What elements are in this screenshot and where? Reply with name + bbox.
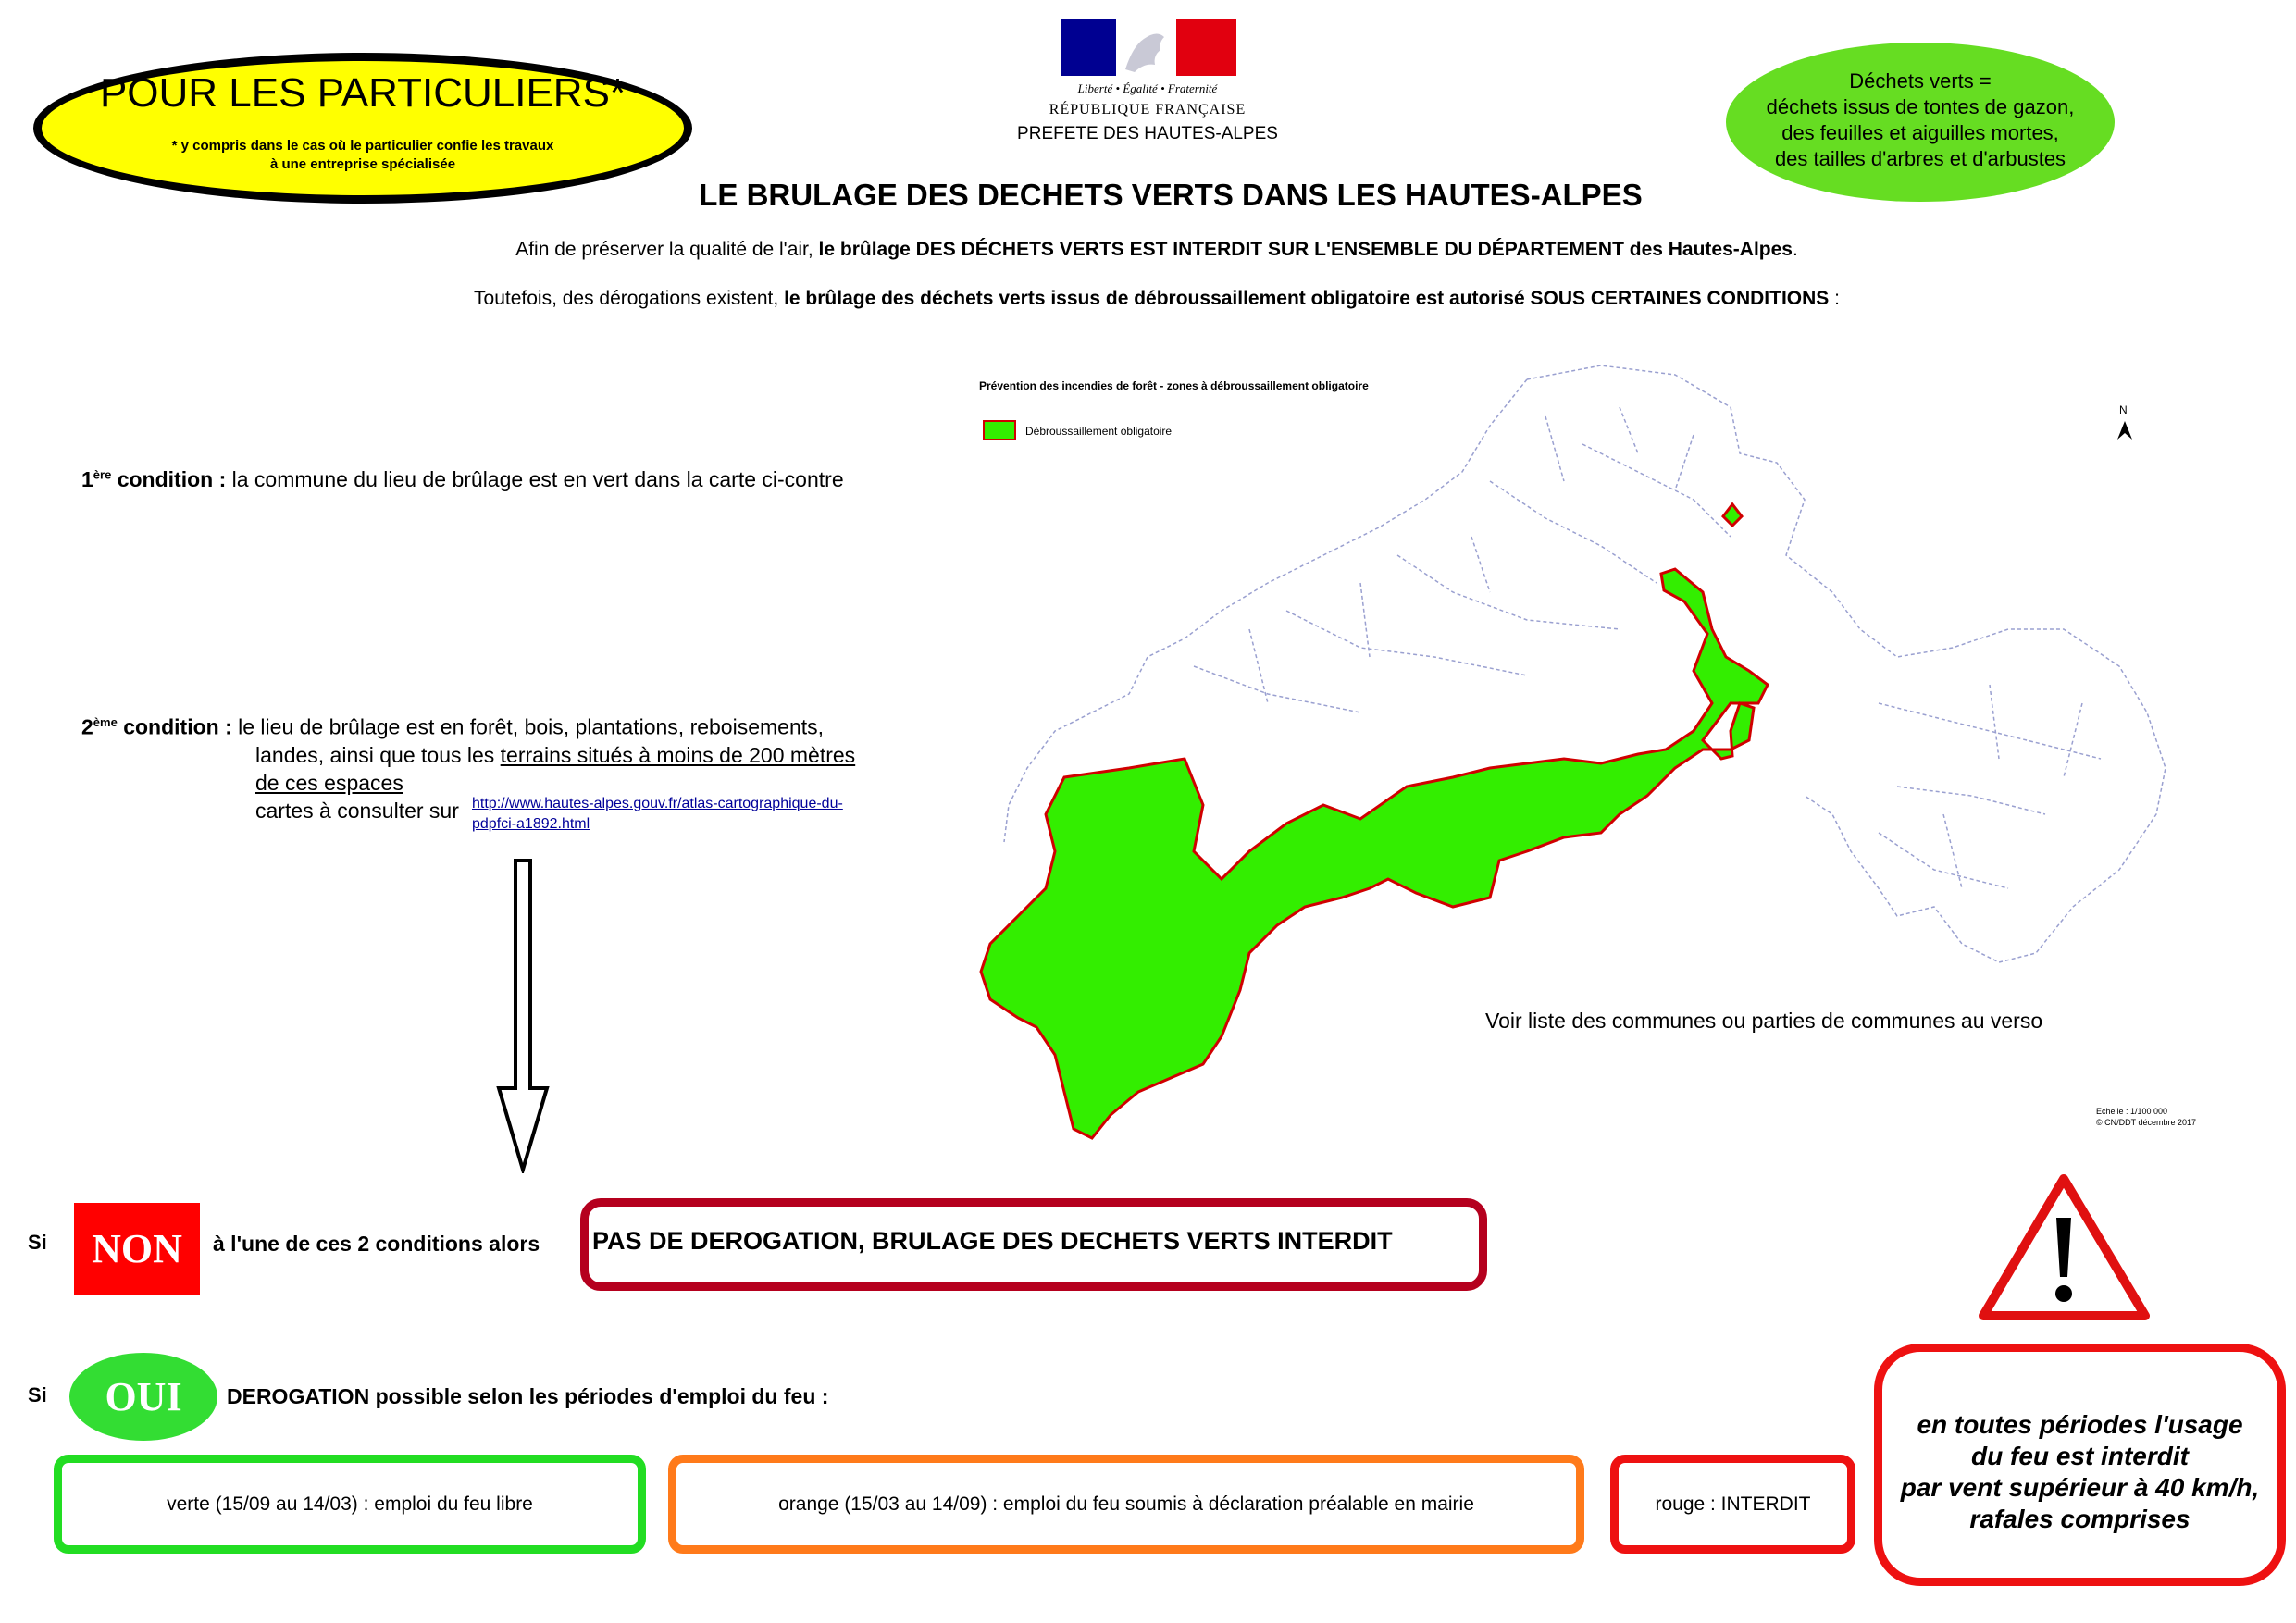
condition-2-line: de ces espaces [255,770,403,795]
definition-line: Déchets verts = [1849,69,1992,93]
period-red: rouge : INTERDIT [1610,1455,1855,1554]
forest-zone-area [981,569,1768,1138]
wind-warning-line: en toutes périodes l'usage [1917,1410,2243,1439]
intro-paragraph-1 [0,239,2296,261]
intro-text: Afin de préserver la qualité de l'air, [515,239,819,260]
map-title: Prévention des incendies de forêt - zones à débroussaillement obligatoire [979,379,1369,392]
map-north-arrow-icon [2117,421,2132,440]
page-title: LE BRULAGE DES DECHETS VERTS DANS LES HAUTES-ALPES [699,178,1643,212]
map-legend-label: Débroussaillement obligatoire [1025,425,1173,438]
wind-warning-text [1882,1409,2277,1535]
condition-2-line [81,709,855,741]
condition-2-sup: ème [93,715,118,729]
non-condition-text: à l'une de ces 2 conditions alors [213,1232,540,1256]
atlas-link-line[interactable]: http://www.hautes-alpes.gouv.fr/atlas-cartographique-du- [472,796,843,812]
condition-2-text: landes, ainsi que tous les [255,742,501,767]
atlas-link-line[interactable]: pdpfci-a1892.html [472,816,590,832]
definition-line: déchets issus de tontes de gazon, [1766,95,2075,118]
intro-text: . [1792,239,1798,260]
intro-bold-text: le brûlage des déchets verts issus de débroussaillement obligatoire est autorisé SOUS CERTAINES CONDITIONS [784,288,1830,309]
particuliers-note-line: * y compris dans le cas où le particulier confie les travaux [171,138,554,154]
particuliers-note-line: à une entreprise spécialisée [269,156,456,172]
down-arrow-icon [495,859,551,1173]
oui-badge: OUI [69,1353,217,1441]
atlas-link[interactable] [472,794,843,835]
condition-2-line [81,741,855,769]
period-green: verte (15/09 au 14/03) : emploi du feu libre [54,1455,646,1554]
intro-paragraph-2 [0,288,2296,310]
particuliers-title: POUR LES PARTICULIERS* [99,70,627,116]
forest-zone-small [1723,504,1742,526]
oui-condition-text: DEROGATION possible selon les périodes d'emploi du feu : [227,1384,829,1408]
no-derogation-text: PAS DE DEROGATION, BRULAGE DES DECHETS VERTS INTERDIT [592,1227,1393,1255]
condition-1 [81,467,844,492]
condition-1-number: 1 [81,467,93,491]
condition-2-text: le lieu de brûlage est en forêt, bois, plantations, reboisements, [238,714,825,739]
particuliers-note [42,137,684,174]
wind-warning-line: du feu est interdit [1971,1442,2189,1470]
condition-1-sup: ère [93,467,112,482]
definition-line: des tailles d'arbres et d'arbustes [1774,147,2066,170]
republic-name: RÉPUBLIQUE FRANÇAISE [1049,102,1247,118]
si-label: Si [28,1383,47,1406]
wind-warning-box [1874,1344,2286,1586]
map-scale-line: © CN/DDT décembre 2017 [2096,1118,2197,1127]
map-scale [2096,1106,2196,1128]
condition-2-underlined: terrains situés à moins de 200 mètres [500,742,856,767]
condition-1-label: condition : [111,467,232,491]
flag-blue-band [1061,19,1116,76]
period-orange: orange (15/03 au 14/09) : emploi du feu soumis à déclaration préalable en mairie [668,1455,1584,1554]
intro-text: : [1829,288,1840,309]
condition-2-line: cartes à consulter sur [255,798,459,823]
marianne-profile-icon [1116,19,1176,76]
prefecture-name: PREFETE DES HAUTES-ALPES [1017,124,1278,143]
intro-text: Toutefois, des dérogations existent, [474,288,785,309]
marianne-logo [1061,19,1236,76]
map-scale-line: Echelle : 1/100 000 [2096,1107,2168,1116]
warning-triangle-icon [1979,1173,2150,1321]
condition-2-label: condition : [117,714,239,739]
definition-line: des feuilles et aiguilles mortes, [1781,121,2059,144]
definition-text [1726,68,2115,172]
flag-red-band [1176,19,1236,76]
non-badge: NON [74,1203,200,1295]
see-list-note: Voir liste des communes ou parties de communes au verso [1485,1009,2043,1033]
si-label: Si [28,1231,47,1254]
wind-warning-line: rafales comprises [1969,1505,2191,1533]
map-north-label: N [2119,403,2128,416]
flag-white-band [1116,19,1176,76]
condition-2-number: 2 [81,714,93,739]
wind-warning-line: par vent supérieur à 40 km/h, [1900,1473,2260,1502]
condition-1-text: la commune du lieu de brûlage est en vert dans la carte ci-contre [231,467,844,491]
intro-bold-text: le brûlage DES DÉCHETS VERTS EST INTERDIT SUR L'ENSEMBLE DU DÉPARTEMENT des Hautes-Alpes [818,239,1793,260]
map-legend-swatch [983,420,1016,440]
republic-motto: Liberté • Égalité • Fraternité [1077,81,1218,95]
